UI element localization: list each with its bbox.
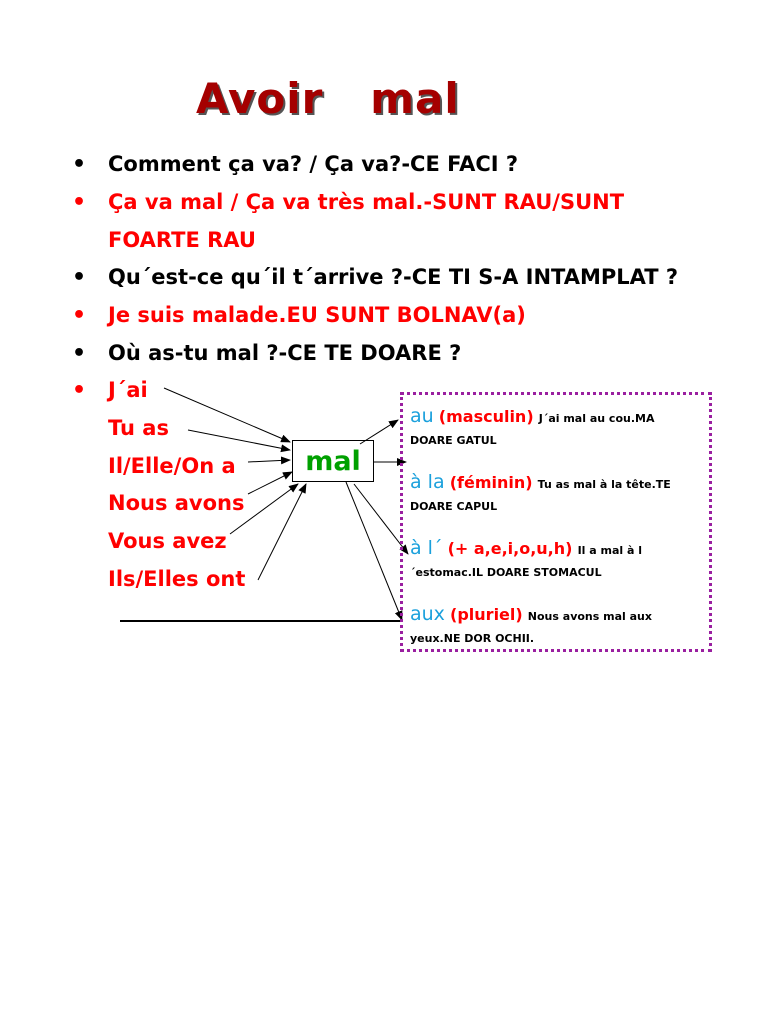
rule-tag: (masculin) (438, 407, 534, 426)
subject-label: Ils/Elles ont (108, 567, 246, 591)
rule-key: aux (410, 603, 445, 625)
phrase-line: Où as-tu mal ?-CE TE DOARE ? (108, 341, 462, 365)
bullet-dot: • (72, 152, 87, 177)
rule-tag: (pluriel) (450, 605, 523, 624)
arrow-line (164, 388, 290, 442)
rule-tag: (+ a,e,i,o,u,h) (447, 539, 573, 558)
arrow-line (360, 420, 398, 444)
rule-key: au (410, 405, 434, 427)
phrase-line: Qu´est-ce qu´il t´arrive ?-CE TI S-A INTAMPLAT ? (108, 265, 679, 289)
arrow-line (230, 484, 298, 534)
subject-label: Vous avez (108, 529, 227, 553)
phrase-line: Comment ça va? / Ça va?-CE FACI ? (108, 152, 519, 176)
rule-example: Il a mal à l (577, 544, 643, 557)
rule-entry (410, 404, 706, 452)
subject-label: Nous avons (108, 491, 245, 515)
rule-entry (410, 602, 706, 650)
bullet-dot: • (72, 303, 87, 328)
arrow-line (248, 472, 292, 494)
bullet-dot: • (72, 341, 87, 366)
rule-example: DOARE GATUL (410, 434, 497, 447)
phrase-line: Ça va mal / Ça va très mal.-SUNT RAU/SUNT (108, 190, 625, 214)
page-title: Avoir mal (196, 74, 460, 123)
phrase-line: FOARTE RAU (108, 228, 256, 252)
arrow-line (248, 460, 290, 462)
rule-entry (410, 470, 706, 518)
subject-label: J´ai (108, 378, 148, 402)
arrow-line (346, 482, 402, 620)
rule-example: Nous avons mal aux (527, 610, 652, 623)
bullet-dot: • (72, 265, 87, 290)
subject-label: Tu as (108, 416, 169, 440)
arrow-line (188, 430, 290, 450)
rule-key: à l´ (410, 537, 443, 559)
rule-example: J´ai mal au cou.MA (538, 412, 655, 425)
bullet-dot: • (72, 190, 87, 215)
rule-example: ´estomac.IL DOARE STOMACUL (410, 566, 602, 579)
rule-example: Tu as mal à la tête.TE (537, 478, 671, 491)
rule-example: yeux.NE DOR OCHII. (410, 632, 535, 645)
rule-entry (410, 536, 706, 584)
subject-label: Il/Elle/On a (108, 454, 236, 478)
rule-example: DOARE CAPUL (410, 500, 498, 513)
rule-tag: (féminin) (449, 473, 533, 492)
rule-key: à la (410, 471, 445, 493)
phrase-line: Je suis malade.EU SUNT BOLNAV(a) (108, 303, 526, 327)
bullet-dot: • (72, 378, 87, 403)
arrow-line (258, 484, 306, 580)
center-word: mal (305, 445, 361, 477)
